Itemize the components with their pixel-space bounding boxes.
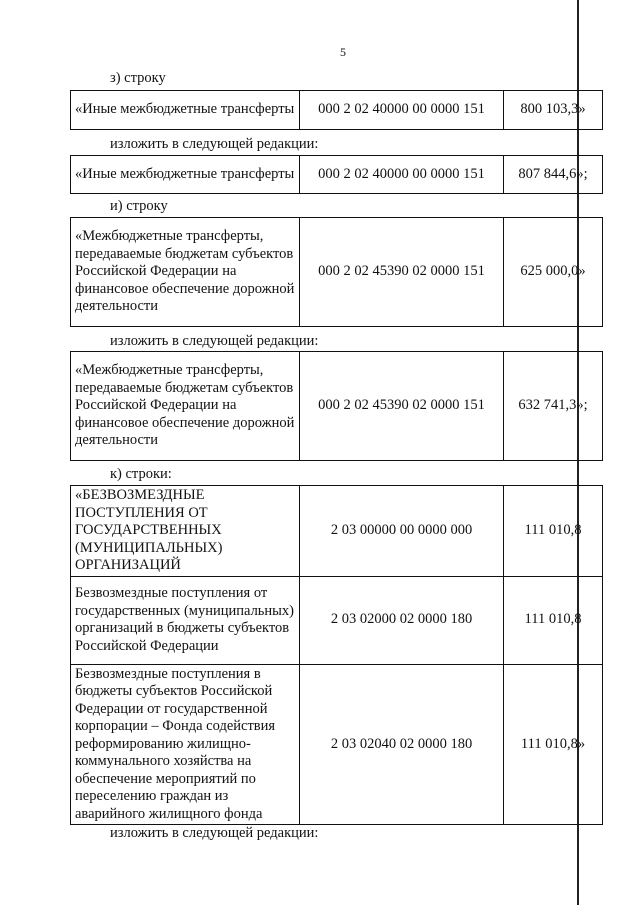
row-name: «БЕЗВОЗМЕЗДНЫЕ ПОСТУПЛЕНИЯ ОТ ГОСУДАРСТВЕННЫХ (МУНИЦИПАЛЬНЫХ) ОРГАНИЗАЦИЙ	[71, 486, 300, 577]
row-name: «Иные межбюджетные трансферты	[71, 91, 300, 130]
table-row	[71, 156, 603, 194]
row-code: 2 03 02040 02 0000 180	[300, 664, 504, 825]
row-name: «Межбюджетные трансферты, передаваемые бюджетам субъектов Российской Федерации на финансовое обеспечение дорожной деятельности	[71, 352, 300, 461]
paragraph-i: и) строку	[110, 198, 168, 214]
row-name: Безвозмездные поступления от государственных (муниципальных) организаций в бюджеты субъектов Российской Федерации	[71, 576, 300, 664]
row-code: 2 03 02000 02 0000 180	[300, 576, 504, 664]
row-amount: 111 010,8	[504, 576, 603, 664]
paragraph-k: к) строки:	[110, 466, 172, 482]
table-row	[71, 664, 603, 825]
row-amount: 111 010,8»	[504, 664, 603, 825]
row-amount: 800 103,3»	[504, 91, 603, 130]
table-i-new	[70, 351, 603, 461]
table-row	[71, 486, 603, 577]
row-code: 000 2 02 40000 00 0000 151	[300, 156, 504, 194]
table-i-old	[70, 217, 603, 327]
table-row	[71, 576, 603, 664]
row-code: 000 2 02 45390 02 0000 151	[300, 218, 504, 327]
table-z-new	[70, 155, 603, 194]
paragraph-z-edit: изложить в следующей редакции:	[110, 136, 319, 152]
row-amount: 625 000,0»	[504, 218, 603, 327]
row-code: 000 2 02 45390 02 0000 151	[300, 352, 504, 461]
table-row	[71, 91, 603, 130]
row-name: «Иные межбюджетные трансферты	[71, 156, 300, 194]
table-row	[71, 352, 603, 461]
row-amount: 111 010,8	[504, 486, 603, 577]
row-code: 2 03 00000 00 0000 000	[300, 486, 504, 577]
row-amount: 632 741,3»;	[504, 352, 603, 461]
row-name: «Межбюджетные трансферты, передаваемые бюджетам субъектов Российской Федерации на финансовое обеспечение дорожной деятельности	[71, 218, 300, 327]
paragraph-z: з) строку	[110, 70, 166, 86]
row-amount: 807 844,6»;	[504, 156, 603, 194]
row-code: 000 2 02 40000 00 0000 151	[300, 91, 504, 130]
paragraph-k-edit: изложить в следующей редакции:	[110, 825, 319, 841]
paragraph-i-edit: изложить в следующей редакции:	[110, 333, 319, 349]
table-row	[71, 218, 603, 327]
row-name: Безвозмездные поступления в бюджеты субъектов Российской Федерации от государственной корпорации – Фонда содействия реформированию жилищно-коммунального хозяйства на обеспечение мероприятий по переселению граждан из аварийного жилищного фонда	[71, 664, 300, 825]
table-z-old	[70, 90, 603, 130]
table-k-old	[70, 485, 603, 825]
page-number: 5	[340, 45, 346, 59]
